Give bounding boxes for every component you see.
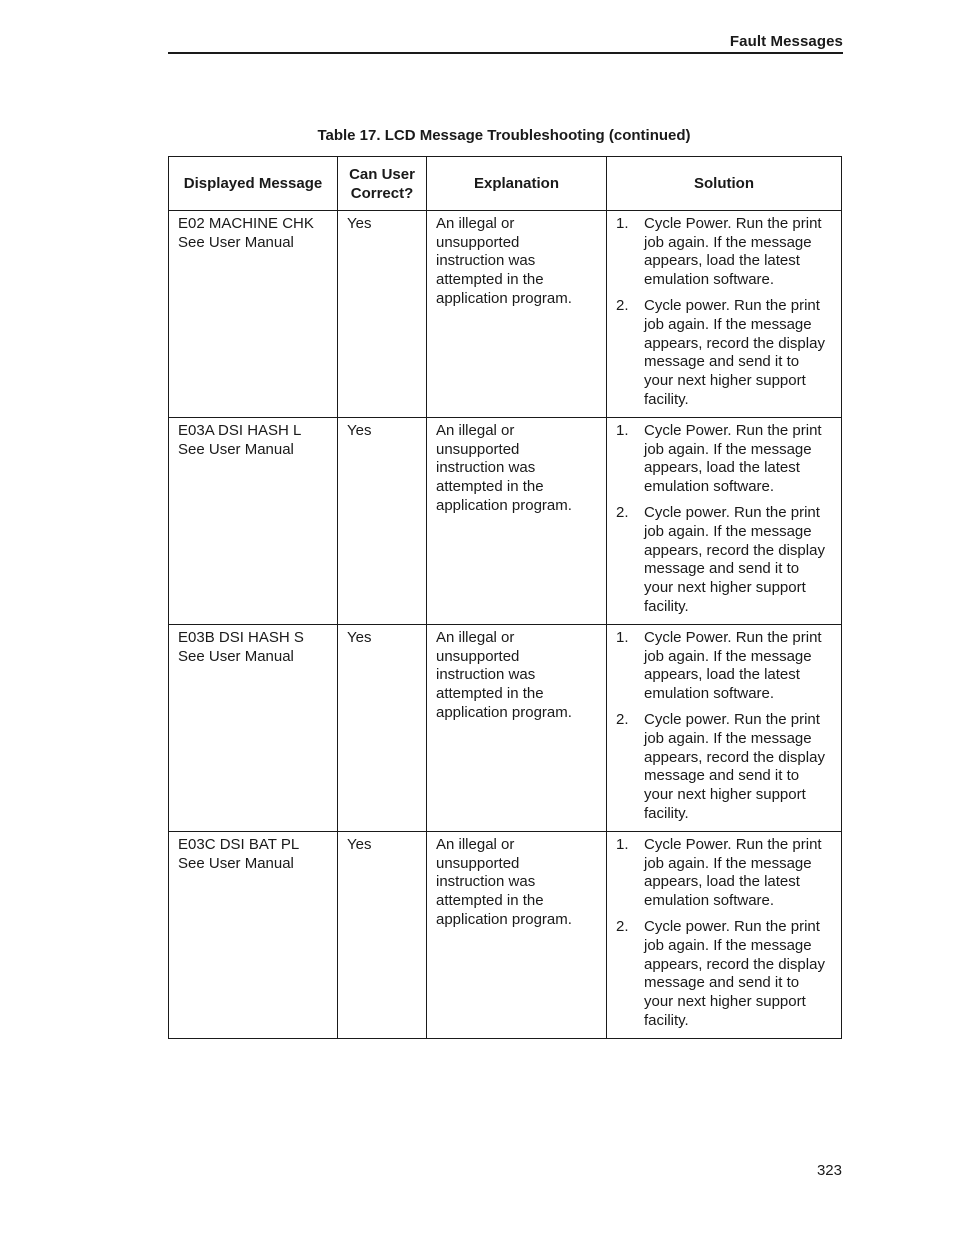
step-text-line: appears, load the latest bbox=[644, 459, 800, 477]
step-text-line: appears, load the latest bbox=[644, 252, 800, 270]
step-text-line: appears, record the display bbox=[644, 955, 825, 973]
step-text-line: job again. If the message bbox=[644, 647, 812, 665]
message-line: See User Manual bbox=[178, 440, 294, 458]
solution-step bbox=[616, 836, 833, 911]
step-text-line: job again. If the message bbox=[644, 854, 812, 872]
solution-step bbox=[616, 504, 833, 616]
step-text-line: message and send it to bbox=[644, 353, 800, 371]
cell-displayed-message bbox=[169, 418, 338, 625]
can-correct-value: Yes bbox=[347, 629, 372, 646]
cell-explanation bbox=[427, 832, 607, 1039]
explanation-line: attempted in the bbox=[436, 892, 544, 910]
column-header-explanation: Explanation bbox=[427, 157, 607, 211]
table-row bbox=[169, 625, 842, 832]
message-line: E03C DSI BAT PL bbox=[178, 836, 300, 853]
message-line: See User Manual bbox=[178, 854, 294, 872]
explanation-line: application program. bbox=[436, 910, 572, 928]
solution-step bbox=[616, 297, 833, 409]
solution-steps bbox=[616, 215, 833, 410]
solution-steps bbox=[616, 836, 833, 1031]
step-text-line: job again. If the message bbox=[644, 233, 812, 251]
lcd-troubleshooting-table bbox=[168, 156, 842, 1039]
solution-steps bbox=[616, 629, 833, 824]
step-number: 1. bbox=[616, 422, 629, 439]
step-text-line: emulation software. bbox=[644, 478, 775, 496]
step-text-line: Cycle power. Run the print bbox=[644, 918, 820, 936]
step-text-line: appears, load the latest bbox=[644, 666, 800, 684]
step-text-line: emulation software. bbox=[644, 892, 775, 910]
cell-solution bbox=[607, 211, 842, 418]
cell-explanation bbox=[427, 211, 607, 418]
step-text-line: job again. If the message bbox=[644, 730, 812, 748]
solution-steps bbox=[616, 422, 833, 617]
explanation-line: An illegal or bbox=[436, 629, 515, 646]
step-text-line: Cycle power. Run the print bbox=[644, 711, 820, 729]
running-header bbox=[168, 32, 843, 54]
step-text-line: appears, load the latest bbox=[644, 873, 800, 891]
solution-step bbox=[616, 711, 833, 823]
explanation-line: An illegal or bbox=[436, 215, 515, 232]
step-text-line: job again. If the message bbox=[644, 316, 812, 334]
table-row bbox=[169, 211, 842, 418]
explanation-line: attempted in the bbox=[436, 478, 544, 496]
step-text-line: facility. bbox=[644, 1011, 689, 1029]
header-title: Fault Messages bbox=[729, 33, 843, 50]
message-line: E03B DSI HASH S bbox=[178, 629, 304, 646]
step-text-line: appears, record the display bbox=[644, 541, 825, 559]
step-text-line: your next higher support bbox=[644, 993, 806, 1011]
message-line: E03A DSI HASH L bbox=[178, 422, 302, 439]
explanation-line: unsupported bbox=[436, 647, 520, 665]
step-text-line: facility. bbox=[644, 597, 689, 615]
message-line: See User Manual bbox=[178, 233, 294, 251]
table-caption: Table 17. LCD Message Troubleshooting (continued) bbox=[317, 127, 691, 144]
cell-solution bbox=[607, 832, 842, 1039]
step-text-line: your next higher support bbox=[644, 579, 806, 597]
explanation-line: application program. bbox=[436, 496, 572, 514]
step-number: 1. bbox=[616, 629, 629, 646]
step-text-line: job again. If the message bbox=[644, 440, 812, 458]
solution-step bbox=[616, 629, 833, 704]
step-text-line: emulation software. bbox=[644, 685, 775, 703]
cell-can-user-correct bbox=[338, 625, 427, 832]
explanation-line: unsupported bbox=[436, 854, 520, 872]
explanation-line: attempted in the bbox=[436, 271, 544, 289]
cell-displayed-message bbox=[169, 211, 338, 418]
explanation-line: instruction was bbox=[436, 873, 536, 891]
cell-explanation bbox=[427, 625, 607, 832]
solution-step bbox=[616, 918, 833, 1030]
step-text-line: emulation software. bbox=[644, 271, 775, 289]
step-text-line: message and send it to bbox=[644, 767, 800, 785]
explanation-line: attempted in the bbox=[436, 685, 544, 703]
explanation-line: An illegal or bbox=[436, 836, 515, 853]
cell-displayed-message bbox=[169, 832, 338, 1039]
can-correct-value: Yes bbox=[347, 422, 372, 439]
page-number: 323 bbox=[816, 1162, 842, 1179]
step-number: 1. bbox=[616, 836, 629, 853]
table-row bbox=[169, 418, 842, 625]
solution-step bbox=[616, 422, 833, 497]
step-text-line: Cycle Power. Run the print bbox=[644, 215, 822, 232]
explanation-line: application program. bbox=[436, 703, 572, 721]
explanation-line: instruction was bbox=[436, 666, 536, 684]
explanation-line: instruction was bbox=[436, 252, 536, 270]
can-correct-value: Yes bbox=[347, 215, 372, 232]
step-text-line: facility. bbox=[644, 390, 689, 408]
explanation-line: unsupported bbox=[436, 440, 520, 458]
step-text-line: job again. If the message bbox=[644, 937, 812, 955]
step-text-line: Cycle Power. Run the print bbox=[644, 422, 822, 439]
step-number: 2. bbox=[616, 504, 629, 522]
message-line: See User Manual bbox=[178, 647, 294, 665]
step-text-line: Cycle power. Run the print bbox=[644, 297, 820, 315]
column-header-can-user-correct bbox=[338, 157, 427, 211]
table-header-row bbox=[169, 157, 842, 211]
column-header-can-user-correct-text: Can User Correct? bbox=[349, 165, 415, 202]
step-text-line: Cycle Power. Run the print bbox=[644, 629, 822, 646]
step-text-line: Cycle Power. Run the print bbox=[644, 836, 822, 853]
step-text-line: job again. If the message bbox=[644, 523, 812, 541]
step-text-line: your next higher support bbox=[644, 372, 806, 390]
cell-solution bbox=[607, 625, 842, 832]
explanation-line: instruction was bbox=[436, 459, 536, 477]
solution-step bbox=[616, 215, 833, 290]
step-text-line: Cycle power. Run the print bbox=[644, 504, 820, 522]
can-correct-value: Yes bbox=[347, 836, 372, 853]
step-text-line: facility. bbox=[644, 804, 689, 822]
cell-can-user-correct bbox=[338, 418, 427, 625]
step-text-line: your next higher support bbox=[644, 786, 806, 804]
column-header-solution: Solution bbox=[607, 157, 842, 211]
cell-solution bbox=[607, 418, 842, 625]
cell-displayed-message bbox=[169, 625, 338, 832]
message-line: E02 MACHINE CHK bbox=[178, 215, 314, 232]
step-number: 2. bbox=[616, 918, 629, 936]
explanation-line: An illegal or bbox=[436, 422, 515, 439]
step-text-line: message and send it to bbox=[644, 560, 800, 578]
step-text-line: appears, record the display bbox=[644, 748, 825, 766]
step-number: 1. bbox=[616, 215, 629, 232]
cell-can-user-correct bbox=[338, 832, 427, 1039]
table-row bbox=[169, 832, 842, 1039]
explanation-line: unsupported bbox=[436, 233, 520, 251]
step-text-line: message and send it to bbox=[644, 974, 800, 992]
step-number: 2. bbox=[616, 297, 629, 315]
column-header-displayed-message: Displayed Message bbox=[169, 157, 338, 211]
cell-explanation bbox=[427, 418, 607, 625]
step-text-line: appears, record the display bbox=[644, 334, 825, 352]
cell-can-user-correct bbox=[338, 211, 427, 418]
step-number: 2. bbox=[616, 711, 629, 729]
table-body bbox=[169, 211, 842, 1039]
explanation-line: application program. bbox=[436, 289, 572, 307]
